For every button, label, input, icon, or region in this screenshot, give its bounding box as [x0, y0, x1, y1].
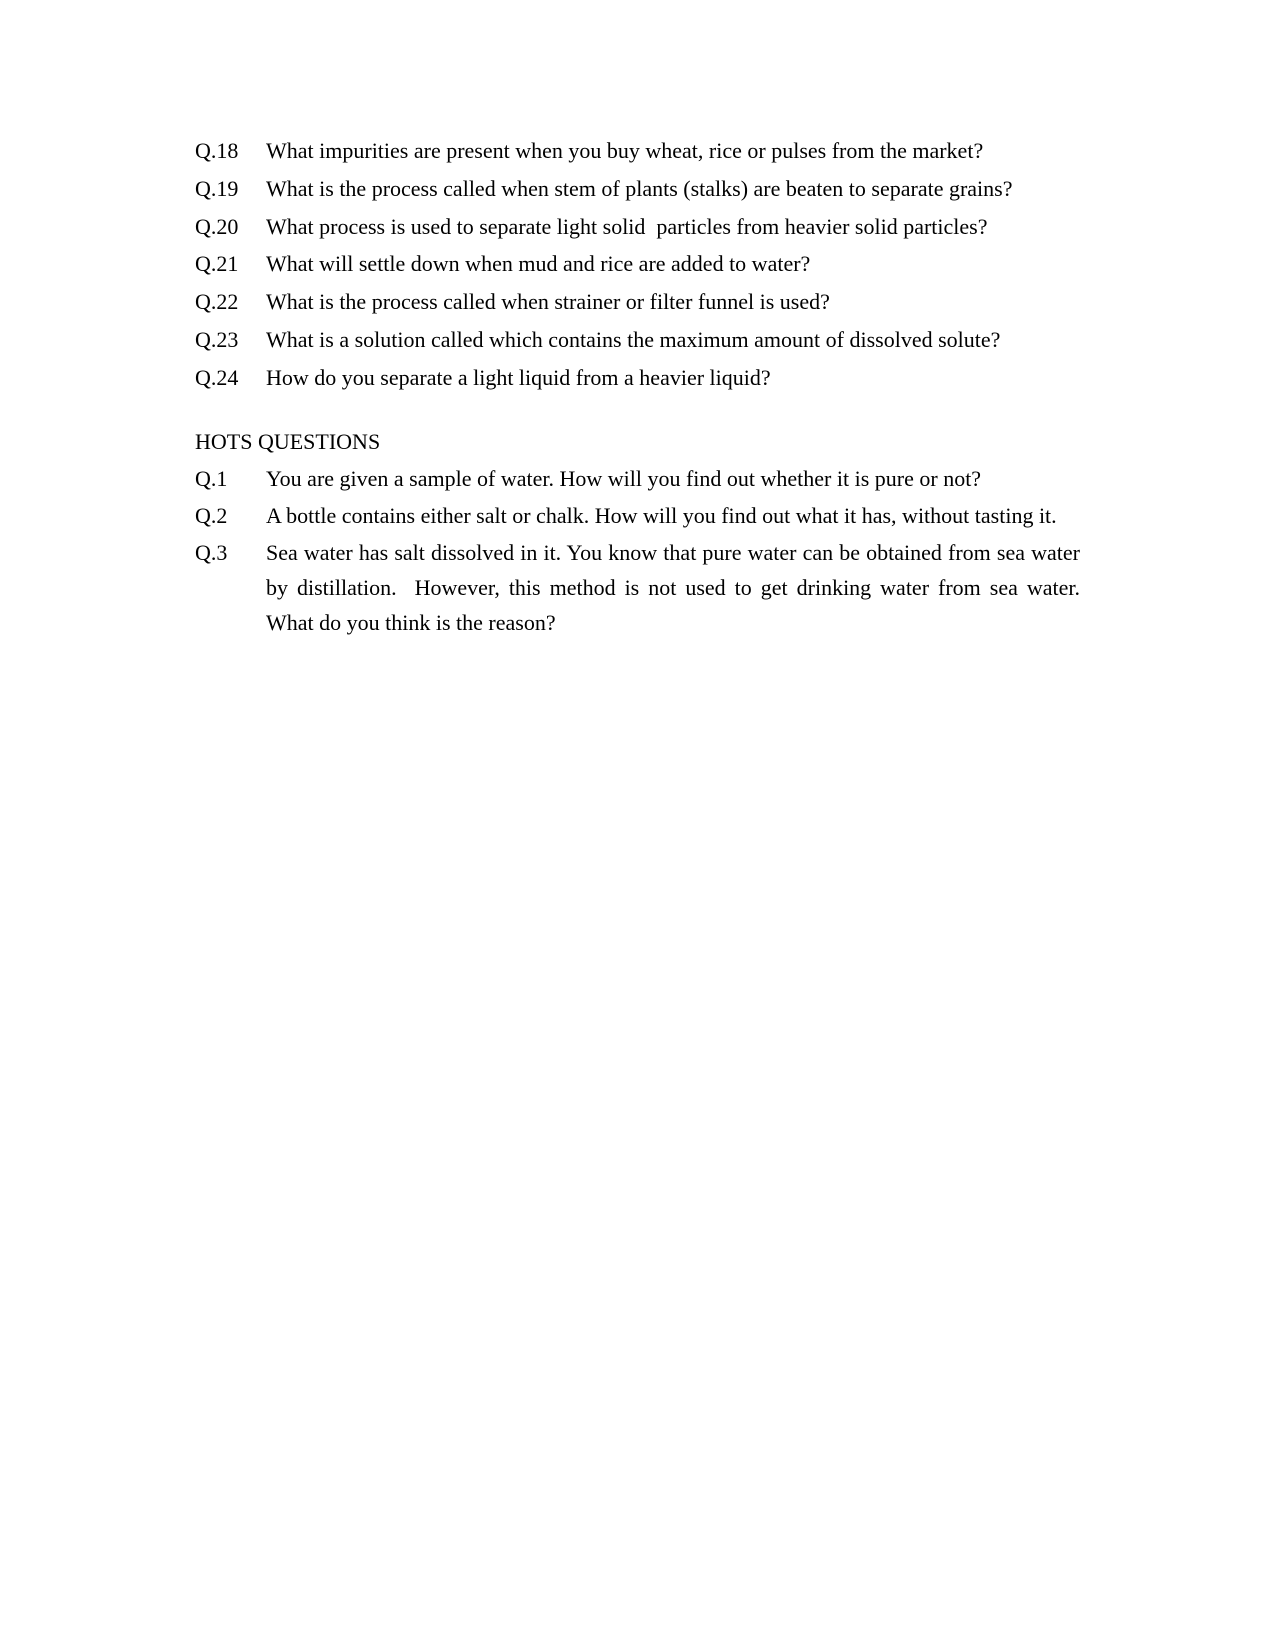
hots-section-title: HOTS QUESTIONS	[195, 428, 381, 454]
question-item	[195, 363, 1080, 401]
question-text: What is the process called when strainer or filter funnel is used?	[266, 289, 830, 315]
question-number: Q.3	[195, 539, 228, 565]
question-item	[195, 212, 1080, 250]
question-text: What is the process called when stem of plants (stalks) are beaten to separate grains?	[266, 175, 1013, 201]
question-number: Q.20	[195, 213, 239, 239]
question-text: What impurities are present when you buy wheat, rice or pulses from the market?	[266, 138, 984, 163]
hots-question-item	[195, 535, 1091, 640]
question-number: Q.1	[195, 465, 228, 491]
question-list	[195, 136, 1080, 401]
question-number: Q.24	[195, 364, 239, 390]
page-content	[195, 136, 1091, 642]
question-item	[195, 287, 1080, 325]
question-text: What will settle down when mud and rice are added to water?	[266, 251, 811, 277]
question-number: Q.19	[195, 175, 239, 201]
question-text: Sea water has salt dissolved in it. You know that pure water can be obtained from sea water by distillation. However, this method is not used to get drinking water from sea water. What do you think is the reason?	[266, 539, 1091, 635]
question-text: A bottle contains either salt or chalk. How will you find out what it has, without tasting it.	[266, 502, 1057, 528]
question-number: Q.2	[195, 502, 228, 528]
question-number: Q.21	[195, 251, 239, 277]
question-text: You are given a sample of water. How will you find out whether it is pure or not?	[266, 465, 982, 491]
question-text: What process is used to separate light solid particles from heavier solid particles?	[266, 213, 988, 239]
question-item	[195, 325, 1080, 363]
question-text: What is a solution called which contains the maximum amount of dissolved solute?	[266, 326, 1001, 352]
hots-question-item	[195, 498, 1080, 533]
hots-question-item	[195, 461, 1080, 496]
question-text: How do you separate a light liquid from a heavier liquid?	[266, 364, 771, 390]
hots-question-list	[195, 461, 1091, 640]
question-item	[195, 136, 1080, 174]
question-number: Q.23	[195, 326, 239, 352]
question-item	[195, 174, 1080, 212]
question-item	[195, 249, 1080, 287]
question-number: Q.22	[195, 289, 239, 315]
question-number: Q.18	[195, 138, 239, 163]
